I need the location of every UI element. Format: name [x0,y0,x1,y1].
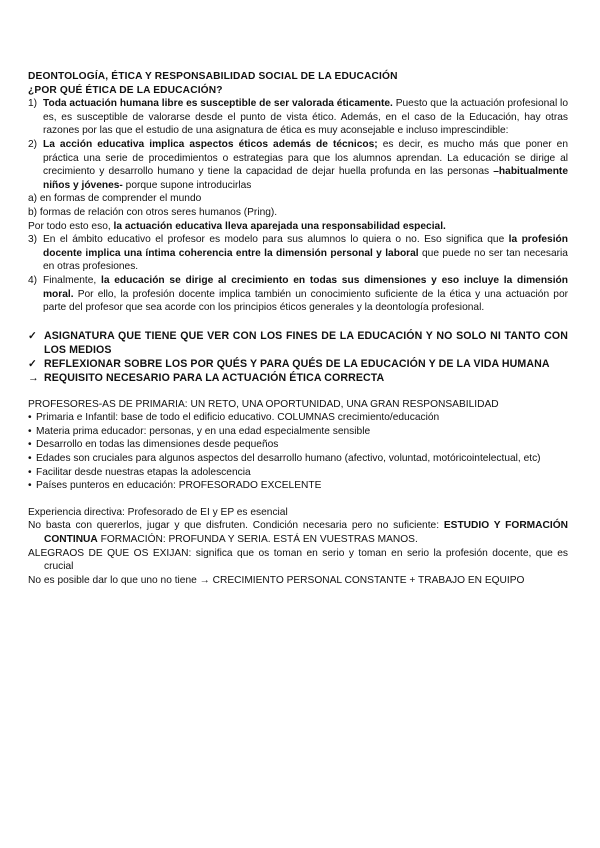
bullet-icon: • [28,412,32,424]
bold-statement: La acción educativa implica aspectos éticos además de técnicos; [43,138,378,150]
cannot-give-line: No es posible dar lo que uno no tiene → CRECIMIENTO PERSONAL CONSTANTE + TRABAJO EN EQUIPO [28,574,525,586]
checkmark-icon: ✓ [28,357,37,370]
bullet-icon: • [28,425,32,437]
closing-section [28,506,568,588]
bold-aside: –habitualmente niños y jóvenes- [43,166,568,191]
checkmark-icon: ✓ [28,329,37,342]
bold-statement: la educación se dirige al crecimiento en todas sus dimensiones y eso incluye la dimensión moral. [43,274,568,300]
bullet-item: • Primaria e Infantil: base de todo el edificio educativo. COLUMNAS crecimiento/educación [28,412,440,424]
teachers-section [28,398,568,493]
check-item [28,357,568,371]
bullet-item: • Materia prima educador: personas, y en una edad especialmente sensible [28,425,371,437]
check-item-text: ASIGNATURA QUE TIENE QUE VER CON LOS FINES DE LA EDUCACIÓN Y NO SOLO NI TANTO CON LOS MEDIOS [44,329,568,356]
check-item [28,329,568,357]
sub-item-b: b) formas de relación con otros seres humanos (Pring). [28,206,278,218]
point-1 [28,97,568,138]
point-text: La acción educativa implica aspectos éticos además de técnicos; es decir, es mucho más que poner en práctica una serie de procedimientos o estrategias para que los alumnos aprendan. La educación se dirige al crecimiento y desarrollo humano y tiene la capacidad de dejar huella profunda en las personas –habitualmente niños y jóvenes- porque supone introducirlas [43,138,568,191]
document-page [28,70,568,587]
bullet-icon: • [28,480,32,492]
point-number: 2) [28,138,38,150]
arrow-right-icon: → [28,371,39,384]
point-4 [28,274,568,315]
bullet-item: • Facilitar desde nuestras etapas la adolescencia [28,466,251,478]
bold-statement: ESTUDIO Y FORMACIÓN CONTINUA [44,520,568,546]
arrow-item-text: REQUISITO NECESARIO PARA LA ACTUACIÓN ÉTICA CORRECTA [44,371,385,384]
point-2 [28,138,568,192]
conclusion-line: Por todo esto eso, la actuación educativa lleva aparejada una responsabilidad especial. [28,220,446,232]
point-3 [28,233,568,274]
bold-statement: Toda actuación humana libre es susceptible de ser valorada éticamente. [43,98,393,110]
point-text: Finalmente, la educación se dirige al crecimiento en todas sus dimensiones y eso incluye la dimensión moral. Por ello, la profesión docente implica también un conocimiento suficiente de la ética y una actuación por parte del profesor que sea acorde con los principios éticos generales y la deontología profesional. [43,274,568,314]
point-text: En el ámbito educativo el profesor es modelo para sus alumnos lo quiera o no. Eso significa que la profesión docente implica una íntima coherencia entre la dimensión personal y laboral que puede no ser tan necesaria en otras profesiones. [43,234,568,273]
bullet-icon: • [28,439,32,451]
point-text: Toda actuación humana libre es susceptible de ser valorada éticamente. Puesto que la actuación profesional lo es, es susceptible de valorarse desde el punto de vista ético. Además, en el caso de la Educación, hay otras razones por las que el estudio de una asignatura de ética es muy aconsejable e incluso imprescindible: [43,98,568,137]
bullet-icon: • [28,466,32,478]
bullet-item: • Edades son cruciales para algunos aspectos del desarrollo humano (afectivo, voluntad, motóricointelectual, etc) [28,453,541,465]
sub-item-a: a) en formas de comprender el mundo [28,193,202,205]
teachers-section-title: PROFESORES-AS DE PRIMARIA: UN RETO, UNA OPORTUNIDAD, UNA GRAN RESPONSABILIDAD [28,398,499,410]
bold-statement: la actuación educativa lleva aparejada una responsabilidad especial. [113,220,446,232]
not-enough-line: No basta con quererlos, jugar y que disfruten. Condición necesaria pero no suficiente: ESTUDIO Y FORMACIÓN CONTINUA FORMACIÓN: PROFUNDA Y SERIA. ESTÁ EN VUESTRAS MANOS. [28,520,568,546]
rejoice-line: ALEGRAOS DE QUE OS EXIJAN: significa que os toman en serio y toman en serio la profesión docente, que es crucial [28,547,568,573]
arrow-item [28,371,568,385]
key-points-list [28,329,568,385]
section-question-heading: ¿POR QUÉ ÉTICA DE LA EDUCACIÓN? [28,84,223,96]
point-number: 4) [28,274,38,286]
bullet-item: • Países punteros en educación: PROFESORADO EXCELENTE [28,480,322,492]
check-item-text: REFLEXIONAR SOBRE LOS POR QUÉS Y PARA QUÉS DE LA EDUCACIÓN Y DE LA VIDA HUMANA [44,357,550,370]
document-title: DEONTOLOGÍA, ÉTICA Y RESPONSABILIDAD SOCIAL DE LA EDUCACIÓN [28,71,398,82]
experience-line: Experiencia directiva: Profesorado de EI y EP es esencial [28,506,288,518]
point-number: 3) [28,234,38,246]
bold-statement: la profesión docente implica una íntima coherencia entre la dimensión personal y laboral [43,234,568,259]
point-number: 1) [28,98,38,110]
bullet-item: • Desarrollo en todas las dimensiones desde pequeños [28,439,279,451]
bullet-icon: • [28,453,32,465]
